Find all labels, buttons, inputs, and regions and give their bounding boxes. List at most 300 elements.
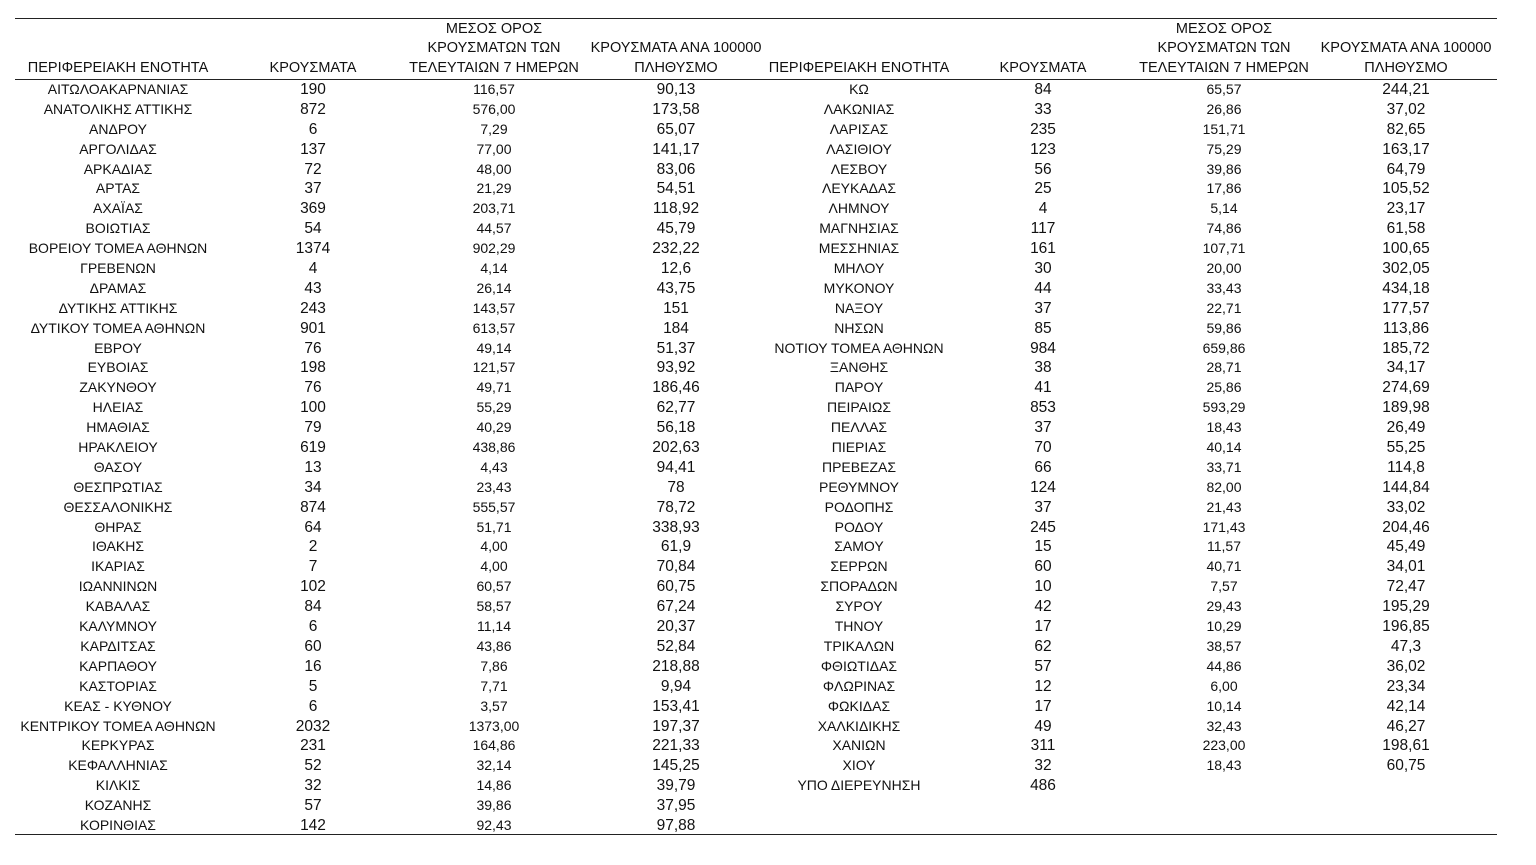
header-line: ΠΕΡΙΦΕΡΕΙΑΚΗ ΕΝΟΤΗΤΑ — [27, 59, 209, 76]
cell-region: ΞΑΝΘΗΣ — [829, 359, 889, 376]
cell-cases: 33 — [1034, 100, 1052, 118]
cell-avg7: 92,43 — [476, 816, 512, 833]
cell-region: ΠΑΡΟΥ — [834, 379, 884, 396]
cell-avg7: 555,57 — [472, 498, 516, 515]
cell-region: ΘΕΣΠΡΩΤΙΑΣ — [73, 478, 163, 495]
cell-avg7: 58,57 — [476, 598, 512, 615]
cell-cases: 6 — [308, 618, 318, 636]
cell-avg7: 4,14 — [480, 260, 508, 277]
cell-per100k: 23,17 — [1386, 200, 1426, 218]
cell-avg7: 49,71 — [476, 379, 512, 396]
header-line: ΜΕΣΟΣ ΟΡΟΣ — [1175, 20, 1273, 37]
cell-avg7: 29,43 — [1206, 598, 1242, 615]
cell-avg7: 593,29 — [1202, 399, 1246, 416]
cell-avg7: 18,43 — [1206, 757, 1242, 774]
cell-per100k: 90,13 — [656, 81, 696, 98]
cell-avg7: 18,43 — [1206, 419, 1242, 436]
cell-region: ΔΥΤΙΚΗΣ ΑΤΤΙΚΗΣ — [58, 299, 178, 316]
cell-per100k: 33,02 — [1386, 498, 1426, 516]
cell-cases: 245 — [1030, 518, 1056, 536]
cell-cases: 49 — [1034, 717, 1052, 735]
cell-region: ΛΑΡΙΣΑΣ — [829, 120, 889, 137]
header-line: ΚΡΟΥΣΜΑΤΑ — [269, 59, 357, 76]
cell-cases: 25 — [1034, 180, 1052, 198]
cell-avg7: 26,86 — [1206, 100, 1242, 117]
cell-cases: 2032 — [295, 717, 331, 735]
cell-per100k: 197,37 — [652, 717, 700, 735]
cell-region: ΑΡΚΑΔΙΑΣ — [83, 160, 153, 177]
cell-region: ΒΟΙΩΤΙΑΣ — [85, 220, 151, 237]
cell-per100k: 52,84 — [656, 637, 696, 655]
cell-region: ΚΩ — [849, 81, 869, 97]
cell-cases: 60 — [1034, 558, 1052, 576]
cell-cases: 66 — [1034, 458, 1052, 476]
header-line: ΤΕΛΕΥΤΑΙΩΝ 7 ΗΜΕΡΩΝ — [409, 59, 579, 76]
cell-avg7: 121,57 — [472, 359, 516, 376]
cell-per100k: 186,46 — [652, 379, 700, 397]
cell-per100k: 153,41 — [652, 697, 700, 715]
cell-avg7: 55,29 — [476, 399, 512, 416]
cell-region: ΙΚΑΡΙΑΣ — [91, 558, 145, 575]
cell-avg7: 48,00 — [476, 160, 512, 177]
cell-avg7: 5,14 — [1210, 200, 1238, 217]
cell-per100k: 105,52 — [1382, 180, 1430, 198]
cell-region: ΝΟΤΙΟΥ ΤΟΜΕΑ ΑΘΗΝΩΝ — [774, 339, 944, 356]
cell-region: ΚΟΖΑΝΗΣ — [84, 797, 152, 814]
cell-avg7: 20,00 — [1206, 260, 1242, 277]
cell-cases: 243 — [300, 299, 326, 317]
cell-cases: 311 — [1030, 737, 1056, 755]
cell-per100k: 221,33 — [652, 737, 700, 755]
cell-region: ΚΑΒΑΛΑΣ — [85, 598, 151, 615]
cell-region: ΕΥΒΟΙΑΣ — [87, 359, 149, 376]
cell-region: ΚΕΑΣ - ΚΥΘΝΟΥ — [64, 697, 172, 714]
cell-region: ΑΝΔΡΟΥ — [89, 120, 147, 137]
cell-cases: 853 — [1030, 399, 1056, 417]
cell-region: ΝΗΣΩΝ — [834, 319, 884, 336]
cell-avg7: 143,57 — [472, 299, 516, 316]
cell-per100k: 274,69 — [1382, 379, 1430, 397]
cell-cases: 37 — [1034, 299, 1052, 317]
cell-region: ΡΕΘΥΜΝΟΥ — [818, 478, 899, 495]
cell-cases: 142 — [300, 816, 326, 834]
cell-per100k: 151 — [663, 299, 689, 317]
cell-cases: 5 — [308, 677, 318, 695]
cell-avg7: 4,00 — [480, 538, 508, 555]
cell-avg7 — [1134, 776, 1314, 796]
cell-region: ΚΑΡΔΙΤΣΑΣ — [80, 637, 156, 654]
cell-cases: 874 — [300, 498, 326, 516]
cell-avg7: 6,00 — [1210, 677, 1238, 694]
cell-cases: 901 — [300, 319, 326, 337]
cell-cases: 984 — [1030, 339, 1056, 357]
cell-avg7: 49,14 — [476, 339, 512, 356]
cell-avg7: 7,57 — [1210, 578, 1238, 595]
cell-region: ΜΕΣΣΗΝΙΑΣ — [818, 240, 900, 257]
cell-per100k: 198,61 — [1382, 737, 1430, 755]
cell-region: ΘΕΣΣΑΛΟΝΙΚΗΣ — [63, 498, 173, 515]
cell-per100k: 34,17 — [1386, 359, 1426, 377]
cell-region: ΔΥΤΙΚΟΥ ΤΟΜΕΑ ΑΘΗΝΩΝ — [30, 319, 206, 336]
cell-cases: 57 — [1034, 657, 1052, 675]
header-line: ΠΛΗΘΥΣΜΟ — [1364, 59, 1448, 76]
cell-avg7: 25,86 — [1206, 379, 1242, 396]
cell-per100k: 12,6 — [660, 260, 692, 278]
cell-cases: 2 — [308, 538, 318, 556]
cell-cases: 13 — [304, 458, 322, 476]
cell-per100k: 434,18 — [1382, 279, 1430, 297]
cell-per100k: 23,34 — [1386, 677, 1426, 695]
right-header-per100k — [1311, 22, 1501, 78]
cell-cases: 62 — [1034, 637, 1052, 655]
cell-region: ΛΗΜΝΟΥ — [828, 200, 890, 217]
cell-cases: 37 — [1034, 419, 1052, 437]
cell-avg7: 4,43 — [480, 458, 508, 475]
cell-avg7: 44,86 — [1206, 657, 1242, 674]
cell-cases: 76 — [304, 339, 322, 357]
cell-avg7: 576,00 — [472, 100, 516, 117]
cell-cases: 7 — [308, 558, 318, 576]
cell-avg7: 40,29 — [476, 419, 512, 436]
cell-avg7: 39,86 — [1206, 160, 1242, 177]
cell-cases: 190 — [300, 81, 326, 98]
cell-cases: 486 — [1030, 777, 1056, 795]
cell-avg7: 44,57 — [476, 220, 512, 237]
cell-per100k: 118,92 — [652, 200, 700, 218]
cell-per100k — [1311, 776, 1501, 796]
cell-per100k: 141,17 — [652, 140, 700, 158]
cell-per100k: 173,58 — [652, 100, 700, 118]
cell-per100k: 20,37 — [656, 618, 696, 636]
header-line: ΚΡΟΥΣΜΑΤΑ ΑΝΑ 100000 — [590, 40, 762, 56]
cell-cases: 16 — [304, 657, 322, 675]
cell-region: ΣΕΡΡΩΝ — [830, 558, 888, 575]
cell-region: ΗΜΑΘΙΑΣ — [86, 419, 150, 436]
cell-region: ΧΑΛΚΙΔΙΚΗΣ — [817, 717, 901, 734]
cell-cases: 12 — [1034, 677, 1052, 695]
cell-avg7: 40,14 — [1206, 439, 1242, 456]
cell-avg7: 223,00 — [1202, 737, 1246, 754]
cell-region: ΣΠΟΡΑΔΩΝ — [820, 578, 898, 595]
cell-per100k: 72,47 — [1386, 578, 1426, 596]
cell-per100k: 9,94 — [660, 677, 692, 695]
cell-region: ΚΕΦΑΛΛΗΝΙΑΣ — [68, 757, 168, 774]
cell-region: ΛΑΣΙΘΙΟΥ — [826, 140, 892, 157]
cell-region: ΑΧΑΪΑΣ — [93, 200, 143, 217]
cell-region: ΚΑΡΠΑΘΟΥ — [79, 657, 157, 674]
cell-per100k: 43,75 — [656, 279, 696, 297]
cell-avg7: 7,29 — [480, 120, 508, 137]
cell-per100k: 145,25 — [652, 757, 700, 775]
cell-region: ΗΛΕΙΑΣ — [92, 399, 144, 416]
left-header-region — [8, 22, 228, 78]
cell-avg7: 59,86 — [1206, 319, 1242, 336]
cell-per100k: 62,77 — [656, 399, 696, 417]
cell-avg7: 77,00 — [476, 140, 512, 157]
cell-avg7: 116,57 — [473, 81, 515, 97]
cell-avg7: 151,71 — [1202, 120, 1246, 137]
cell-region: ΦΛΩΡΙΝΑΣ — [822, 677, 896, 694]
cell-cases: 102 — [300, 578, 326, 596]
cell-per100k: 218,88 — [652, 657, 700, 675]
cell-avg7: 7,71 — [480, 677, 508, 694]
table-top-rule — [15, 18, 1497, 19]
cell-per100k: 114,8 — [1387, 458, 1425, 476]
cell-region: ΛΕΥΚΑΔΑΣ — [821, 180, 897, 197]
cell-avg7: 10,29 — [1206, 618, 1242, 635]
cell-cases: 137 — [300, 140, 326, 158]
cell-avg7: 17,86 — [1206, 180, 1242, 197]
cell-avg7: 4,00 — [480, 558, 508, 575]
header-line: ΤΕΛΕΥΤΑΙΩΝ 7 ΗΜΕΡΩΝ — [1139, 59, 1309, 76]
cell-avg7: 11,14 — [477, 618, 511, 635]
cell-region: ΠΡΕΒΕΖΑΣ — [821, 458, 896, 475]
cell-cases: 84 — [304, 598, 322, 616]
cell-cases: 123 — [1030, 140, 1056, 158]
cell-cases: 1374 — [295, 240, 331, 258]
cell-cases: 17 — [1034, 697, 1052, 715]
cell-avg7: 33,43 — [1206, 279, 1242, 296]
cell-avg7: 164,86 — [472, 737, 516, 754]
cell-region: ΑΝΑΤΟΛΙΚΗΣ ΑΤΤΙΚΗΣ — [43, 100, 193, 117]
cell-per100k: 46,27 — [1386, 717, 1426, 735]
header-line: ΚΡΟΥΣΜΑΤΑ ΑΝΑ 100000 — [1320, 40, 1492, 56]
cell-region: ΓΡΕΒΕΝΩΝ — [80, 260, 156, 277]
header-line: ΜΕΣΟΣ ΟΡΟΣ — [445, 20, 543, 37]
cell-per100k: 202,63 — [652, 439, 700, 457]
cell-per100k: 42,14 — [1386, 697, 1426, 715]
cell-cases: 6 — [308, 120, 318, 138]
cell-per100k: 54,51 — [656, 180, 696, 198]
cell-cases: 84 — [1034, 81, 1052, 98]
cell-region: ΚΕΡΚΥΡΑΣ — [81, 737, 155, 754]
cell-per100k: 45,49 — [1386, 538, 1426, 556]
cell-avg7: 40,71 — [1206, 558, 1242, 575]
cell-region: ΘΑΣΟΥ — [93, 458, 143, 475]
cell-region: ΕΒΡΟΥ — [94, 339, 142, 356]
cell-per100k: 65,07 — [656, 120, 696, 138]
cell-cases: 100 — [300, 399, 326, 417]
cell-cases: 72 — [304, 160, 322, 178]
cell-avg7: 39,86 — [476, 797, 512, 814]
cell-region: ΚΕΝΤΡΙΚΟΥ ΤΟΜΕΑ ΑΘΗΝΩΝ — [20, 717, 216, 734]
cell-cases: 17 — [1034, 618, 1052, 636]
cell-cases: 85 — [1034, 319, 1052, 337]
cell-cases: 369 — [300, 200, 326, 218]
cell-avg7: 28,71 — [1206, 359, 1242, 376]
cell-cases: 4 — [1038, 200, 1048, 218]
cell-per100k: 37,95 — [656, 797, 696, 815]
cell-cases: 56 — [1034, 160, 1052, 178]
cell-region: ΧΑΝΙΩΝ — [832, 737, 886, 754]
cell-region: ΔΡΑΜΑΣ — [89, 279, 147, 296]
cell-per100k: 338,93 — [652, 518, 700, 536]
cell-avg7: 438,86 — [472, 439, 516, 456]
cell-per100k: 70,84 — [656, 558, 696, 576]
cell-per100k: 185,72 — [1382, 339, 1430, 357]
cell-region: ΑΙΤΩΛΟΑΚΑΡΝΑΝΙΑΣ — [47, 81, 189, 97]
cell-per100k: 78 — [667, 478, 685, 496]
cell-region: ΣΥΡΟΥ — [835, 598, 883, 615]
cell-avg7: 171,43 — [1202, 518, 1246, 535]
cell-region: ΖΑΚΥΝΘΟΥ — [79, 379, 157, 396]
cell-cases: 38 — [1034, 359, 1052, 377]
cell-avg7: 21,29 — [476, 180, 512, 197]
cell-region: ΣΑΜΟΥ — [834, 538, 884, 555]
cell-region: ΡΟΔΟΠΗΣ — [824, 498, 894, 515]
cell-region: ΦΩΚΙΔΑΣ — [827, 697, 891, 714]
cell-per100k: 177,57 — [1382, 299, 1430, 317]
cell-per100k: 61,9 — [660, 538, 692, 556]
cell-avg7: 32,43 — [1206, 717, 1242, 734]
cell-avg7: 43,86 — [476, 637, 512, 654]
cell-region: ΦΘΙΩΤΙΔΑΣ — [820, 657, 898, 674]
cell-per100k: 45,79 — [656, 220, 696, 238]
cell-per100k: 100,65 — [1382, 240, 1430, 258]
header-line: ΠΛΗΘΥΣΜΟ — [634, 59, 718, 76]
cell-cases: 42 — [1034, 598, 1052, 616]
cell-per100k: 60,75 — [656, 578, 696, 596]
cell-avg7: 74,86 — [1206, 220, 1242, 237]
cell-region: ΝΑΞΟΥ — [834, 299, 884, 316]
cell-cases: 619 — [300, 439, 326, 457]
header-line: ΠΕΡΙΦΕΡΕΙΑΚΗ ΕΝΟΤΗΤΑ — [768, 59, 950, 76]
cell-cases: 76 — [304, 379, 322, 397]
header-line: ΚΡΟΥΣΜΑΤΑ — [999, 59, 1087, 76]
cell-avg7: 613,57 — [472, 319, 516, 336]
cell-region: ΑΡΓΟΛΙΔΑΣ — [79, 140, 157, 157]
cell-cases: 57 — [304, 797, 322, 815]
cell-per100k: 39,79 — [656, 777, 696, 795]
cell-region: ΛΕΣΒΟΥ — [830, 160, 888, 177]
cell-avg7: 32,14 — [476, 757, 512, 774]
cell-per100k: 37,02 — [1386, 100, 1426, 118]
cell-cases: 32 — [304, 777, 322, 795]
cell-cases: 79 — [304, 419, 322, 437]
cell-region: ΙΩΑΝΝΙΝΩΝ — [78, 578, 158, 595]
cell-per100k: 302,05 — [1382, 260, 1430, 278]
cell-cases: 30 — [1034, 260, 1052, 278]
cell-avg7: 10,14 — [1206, 697, 1242, 714]
cell-region: ΘΗΡΑΣ — [94, 518, 142, 535]
cell-cases: 6 — [308, 697, 318, 715]
cell-avg7: 65,57 — [1206, 81, 1242, 97]
cell-avg7: 203,71 — [472, 200, 516, 217]
cell-cases: 43 — [304, 279, 322, 297]
cell-cases: 44 — [1034, 279, 1052, 297]
cell-per100k: 60,75 — [1386, 757, 1426, 775]
cell-per100k: 61,58 — [1386, 220, 1426, 238]
cell-region: ΑΡΤΑΣ — [95, 180, 141, 197]
cell-per100k: 51,37 — [656, 339, 696, 357]
cell-cases: 10 — [1034, 578, 1052, 596]
cell-per100k: 196,85 — [1382, 618, 1430, 636]
cell-avg7: 33,71 — [1206, 458, 1242, 475]
cell-per100k: 55,25 — [1386, 439, 1426, 457]
cell-cases: 54 — [304, 220, 322, 238]
cell-per100k: 47,3 — [1390, 637, 1422, 655]
right-header-avg7 — [1134, 22, 1314, 78]
cell-region: ΚΑΛΥΜΝΟΥ — [79, 618, 157, 635]
cell-per100k: 67,24 — [656, 598, 696, 616]
cell-per100k: 144,84 — [1382, 478, 1430, 496]
cell-per100k: 34,01 — [1386, 558, 1426, 576]
left-header-cases — [258, 22, 368, 78]
cell-region: ΒΟΡΕΙΟΥ ΤΟΜΕΑ ΑΘΗΝΩΝ — [28, 240, 208, 257]
cell-avg7: 659,86 — [1202, 339, 1246, 356]
cell-cases: 34 — [304, 478, 322, 496]
cell-per100k: 94,41 — [656, 458, 696, 476]
cell-per100k: 244,21 — [1382, 81, 1430, 98]
cell-per100k: 232,22 — [652, 240, 700, 258]
cell-per100k: 78,72 — [656, 498, 696, 516]
cell-avg7: 26,14 — [476, 279, 512, 296]
cell-per100k: 97,88 — [656, 816, 696, 834]
cell-avg7: 51,71 — [476, 518, 512, 535]
cell-avg7: 14,86 — [476, 777, 512, 794]
cell-cases: 64 — [304, 518, 322, 536]
cell-cases: 124 — [1030, 478, 1056, 496]
cell-region: ΧΙΟΥ — [842, 757, 876, 774]
cell-region: ΜΗΛΟΥ — [833, 260, 885, 277]
cell-region: ΜΑΓΝΗΣΙΑΣ — [819, 220, 899, 237]
cell-avg7: 1373,00 — [468, 717, 520, 734]
cell-per100k: 113,86 — [1382, 319, 1430, 337]
right-header-region — [749, 22, 969, 78]
cell-cases: 70 — [1034, 439, 1052, 457]
cell-avg7: 107,71 — [1202, 240, 1246, 257]
cell-region: ΤΗΝΟΥ — [834, 618, 884, 635]
cell-per100k: 56,18 — [656, 419, 696, 437]
cell-per100k: 36,02 — [1386, 657, 1426, 675]
cell-per100k: 204,46 — [1382, 518, 1430, 536]
right-header-cases — [988, 22, 1098, 78]
cell-region: ΜΥΚΟΝΟΥ — [823, 279, 895, 296]
cell-avg7: 23,43 — [476, 478, 512, 495]
cell-avg7: 38,57 — [1206, 637, 1242, 654]
left-header-avg7 — [404, 22, 584, 78]
cell-avg7: 82,00 — [1206, 478, 1242, 495]
cell-cases: 872 — [300, 100, 326, 118]
cell-cases: 4 — [308, 260, 318, 278]
cell-avg7: 75,29 — [1206, 140, 1242, 157]
cell-avg7: 21,43 — [1206, 498, 1242, 515]
cell-region: ΤΡΙΚΑΛΩΝ — [823, 637, 895, 654]
cell-region: ΛΑΚΩΝΙΑΣ — [823, 100, 895, 117]
left-header-per100k — [581, 22, 771, 78]
cell-cases: 52 — [304, 757, 322, 775]
cell-avg7: 60,57 — [476, 578, 512, 595]
cell-region: ΚΙΛΚΙΣ — [95, 777, 141, 794]
cell-avg7: 3,57 — [480, 697, 508, 714]
cell-avg7: 11,57 — [1207, 538, 1241, 555]
cell-avg7: 22,71 — [1206, 299, 1242, 316]
cell-cases: 198 — [300, 359, 326, 377]
cell-per100k: 163,17 — [1382, 140, 1430, 158]
cell-region: ΗΡΑΚΛΕΙΟΥ — [78, 439, 158, 456]
cell-avg7: 7,86 — [480, 657, 508, 674]
cell-cases: 37 — [1034, 498, 1052, 516]
cell-region: ΠΙΕΡΙΑΣ — [831, 439, 887, 456]
cell-region: ΥΠΟ ΔΙΕΡΕΥΝΗΣΗ — [797, 777, 921, 794]
cell-cases: 117 — [1030, 220, 1056, 238]
cell-per100k: 189,98 — [1382, 399, 1430, 417]
header-line: ΚΡΟΥΣΜΑΤΩΝ ΤΩΝ — [1157, 40, 1291, 56]
cell-per100k: 82,65 — [1386, 120, 1426, 138]
cell-per100k: 64,79 — [1386, 160, 1426, 178]
cell-cases: 231 — [300, 737, 326, 755]
cell-cases: 235 — [1030, 120, 1056, 138]
